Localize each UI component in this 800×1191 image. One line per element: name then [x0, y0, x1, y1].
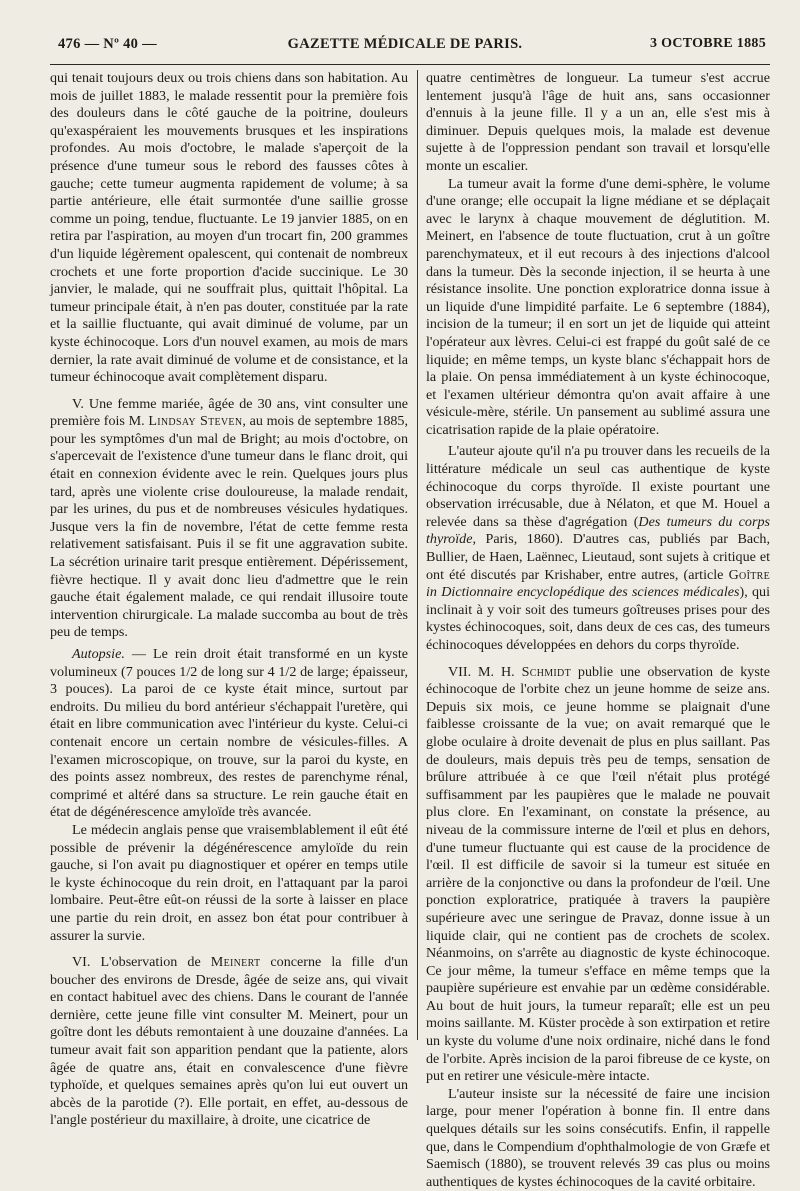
article-goitre: Goître: [729, 567, 770, 583]
paragraph-author-insists: L'auteur insiste sur la nécessité de faire une incision large, pour mener l'opération à bonne fin. Il entre dans quelques détails sur les soins consécutifs. Enfin, il rappelle que, dans le Compendium d'ophthalmologie de von Græfe et Saemisch (1880), se trouvent relevés 39 cas plus ou moins authentiques de kystes échinocoques de la cavité orbitaire.: [426, 1086, 770, 1191]
page-header: [44, 34, 766, 58]
left-column: [50, 70, 408, 1130]
column-divider: [417, 70, 418, 1040]
paragraph-continuation: qui tenait toujours deux ou trois chiens dans son habitation. Au mois de juillet 1883, le malade ressentit pour la première fois des douleurs dans le côté gauche de la poitrine, douleurs qu'exaspéraient les mouvements brusques et les inspirations profondes. Au mois d'octobre, le malade s'aperçoit de la présence d'une tumeur sous le rebord des fausses côtes à gauche; cette tumeur augmenta rapidement de volume; à sa partie antérieure, elle était surmontée d'une saillie grosse comme un poing, tendue, fluctuante. Le 19 janvier 1885, on en retira par l'aspiration, au moyen d'un trocart fin, 200 grammes d'un liquide légèrement opalescent, qui contenait de nombreux crochets et une forte proportion d'acide succinique. Le 30 janvier, le malade, qui ne souffrait plus, quittait l'hôpital. La tumeur principale était, à n'en pas douter, constituée par la rate et la saillie fluctuante, qui avait diminué de volume, par un kyste échinocoque. Lors d'un nouvel examen, au mois de mars dernier, la rate avait diminué de volume et de consistance, et la tumeur échinocoque avait complètement disparu.: [50, 70, 408, 387]
header-rule: [50, 64, 770, 65]
paragraph-case-vii: VII. M. H. Schmidt publie une observation de kyste échinocoque de l'orbite chez un jeune homme de seize ans. Depuis six mois, ce jeune homme se plaignait d'une faiblesse croissante de la vue; on avait remarqué que le globe oculaire à droite devenait de plus en plus saillant. Pas de douleurs, mais depuis très peu de temps, sensation de brûlure attribuée à ce que l'œil n'était plus protégé suffisamment par les paupières que le malade ne pouvait plus clore. En l'examinant, on constate la présence, au niveau de la commissure interne de l'œil et plus en dehors, d'une tumeur fluctuante qui est cause de la procidence de l'œil. Il est difficile de savoir si la tumeur est située en arrière de la conjonctive ou dans la profondeur de l'œil. Une ponction exploratrice, pratiquée à travers la paupière supérieure avec une seringue de Pravaz, donne issue à un liquide clair, qui ne contient pas de crochets de scolex. Néanmoins, on s'arrête au diagnostic de kyste échinocoque. Ce jour même, la tumeur s'efface en même temps que la paupière supérieure est envahie par un œdème considérable. Au bout de huit jours, la tumeur reparaît; elle est un peu moins saillante. M. Küster procède à son extirpation et retire un kyste du volume d'une noix ordinaire, niché dans le fond de l'orbite. Après incision de la paroi fibreuse de ce kyste, on put en retirer une vésicule-mère intacte.: [426, 664, 770, 1086]
right-column: [426, 70, 770, 1191]
author-name-steven: Lindsay Steven: [148, 413, 242, 429]
autopsy-label: Autopsie.: [72, 646, 125, 662]
paragraph-autopsy: Autopsie. — Le rein droit était transformé en un kyste volumineux (7 pouces 1/2 de long sur 4 1/2 de large; épaisseur, 3 pouces). La paroi de ce kyste était mince, surtout par endroits. Du milieu du bord antérieur s'échappait l'uretère, qui était en libre communication avec l'intérieur du kyste. Celui-ci contenait encore un certain nombre de vésicules-filles. A l'examen microscopique, on trouve, sur la paroi du kyste, en des points assez nombreux, des restes de parenchyme rénal, comprimé et altéré dans sa structure. Le rein gauche était en état de dégénérescence amyloïde très avancée.: [50, 646, 408, 822]
author-name-meinert: Meinert: [211, 954, 261, 970]
article-columns: [50, 70, 770, 1060]
author-name-schmidt: Schmidt: [522, 664, 571, 680]
paragraph-literature: L'auteur ajoute qu'il n'a pu trouver dans les recueils de la littérature médicale un seul cas authentique de kyste échinocoque du corps thyroïde. Il existe pourtant une observation irrécusable, due à Nélaton, et que M. Houel a relevée dans sa thèse d'agrégation (Des tumeurs du corps thyroïde, Paris, 1860). D'autres cas, publiés par Bach, Bullier, de Haen, Laënnec, Lieutaud, sont sujets à critique et ont été discutés par Krishaber, entre autres, (article Goître in Dictionnaire encyclopédique des sciences médicales), qui inclinait à y voir soit des tumeurs goîtreuses prises pour des kystes échinocoques, soit, dans deux de ces cas, des tumeurs échinocoques développées en dehors du corps thyroïde.: [426, 443, 770, 654]
issue-date: 3 OCTOBRE 1885: [650, 36, 766, 52]
paragraph-case-vi: VI. L'observation de Meinert concerne la fille d'un boucher des environs de Dresde, âgée de seize ans, qui vivait en contact habituel avec des chiens. Dans le courant de l'année dernière, cette jeune fille vint consulter M. Meinert, pour un goître dont les débuts remontaient à une douzaine d'années. La tumeur avait fait son apparition pendant que la patiente, alors âgée de quatre ans, était en convalescence d'une fièvre typhoïde, et quelques semaines après qu'on lui eut ouvert un abcès de la parotide (?). Elle portait, en effet, au-dessous de l'angle postérieur du maxillaire, à droite, une cicatrice de: [50, 954, 408, 1130]
paragraph-english-physician: Le médecin anglais pense que vraisemblablement il eût été possible de prévenir la dégénérescence amyloïde du rein gauche, si l'on avait pu diagnostiquer et opérer en temps utile le kyste échinocoque du rein droit, en l'attaquant par la paroi lombaire. Peut-être eût-on réussi de la sorte à laisser en place une partie du rein droit, en assez bon état pour contribuer à assurer la survie.: [50, 822, 408, 945]
paragraph-tumor-growth: quatre centimètres de longueur. La tumeur s'est accrue lentement jusqu'à l'âge de huit ans, sans occasionner d'ennuis à la jeune fille. Il y a un an, elle s'est mis à diminuer. Depuis quelques mois, la malade est devenue sujette à de l'oppression pendant son travail et lorsqu'elle monte un escalier.: [426, 70, 770, 176]
page-number: 476 — Nº 40 —: [58, 36, 157, 53]
dictionary-title: Dictionnaire encyclopédique des sciences médicales: [441, 584, 739, 600]
journal-title: GAZETTE MÉDICALE DE PARIS.: [44, 36, 766, 53]
paragraph-case-v: V. Une femme mariée, âgée de 30 ans, vint consulter une première fois M. Lindsay Steven, au mois de septembre 1885, pour les symptômes d'un mal de Bright; au mois d'octobre, on s'apercevait de l'existence d'une tumeur dans le flanc droit, qui était en connexion évidente avec le rein. Quelques jours plus tard, après une violente crise douloureuse, la malade rendait, par les urines, du pus et de nombreuses vésicules hydatiques. Jusque vers la fin de novembre, l'état de cette femme resta relativement satisfaisant. Puis il se fit une aggravation subite. La sécrétion urinaire tarit presque entièrement. Dépérissement, fièvre hectique. Il y avait donc lieu d'admettre que le rein gauche était également malade, ce qui rendait illusoire toute intervention chirurgicale. La malade succomba au bout de très peu de temps.: [50, 396, 408, 642]
paragraph-tumor-form: La tumeur avait la forme d'une demi-sphère, le volume d'une orange; elle occupait la ligne médiane et se déplaçait avec le larynx à chaque mouvement de déglutition. M. Meinert, en l'absence de toute fluctuation, crut à un goître parenchymateux, et il eut recours à des injections d'alcool dans la tumeur. Dès la seconde injection, il se heurta à une résistance insolite. Une ponction exploratrice donna issue à un liquide d'une limpidité parfaite. Le 6 septembre (1884), incision de la tumeur; il en sort un jet de liquide qui atteint l'opérateur aux lèvres. Celui-ci est frappé du goût salé de ce liquide; en même temps, un kyste blanc s'échappait hors de la plaie. On pensa immédiatement à un kyste échinocoque, et l'examen ultérieur démontra qu'on avait affaire à une vésicule-mère, stérile. Un pansement au sublimé assura une cicatrisation rapide de la plaie opératoire.: [426, 176, 770, 440]
thesis-title: Des tumeurs du corps thyroïde: [426, 514, 770, 548]
